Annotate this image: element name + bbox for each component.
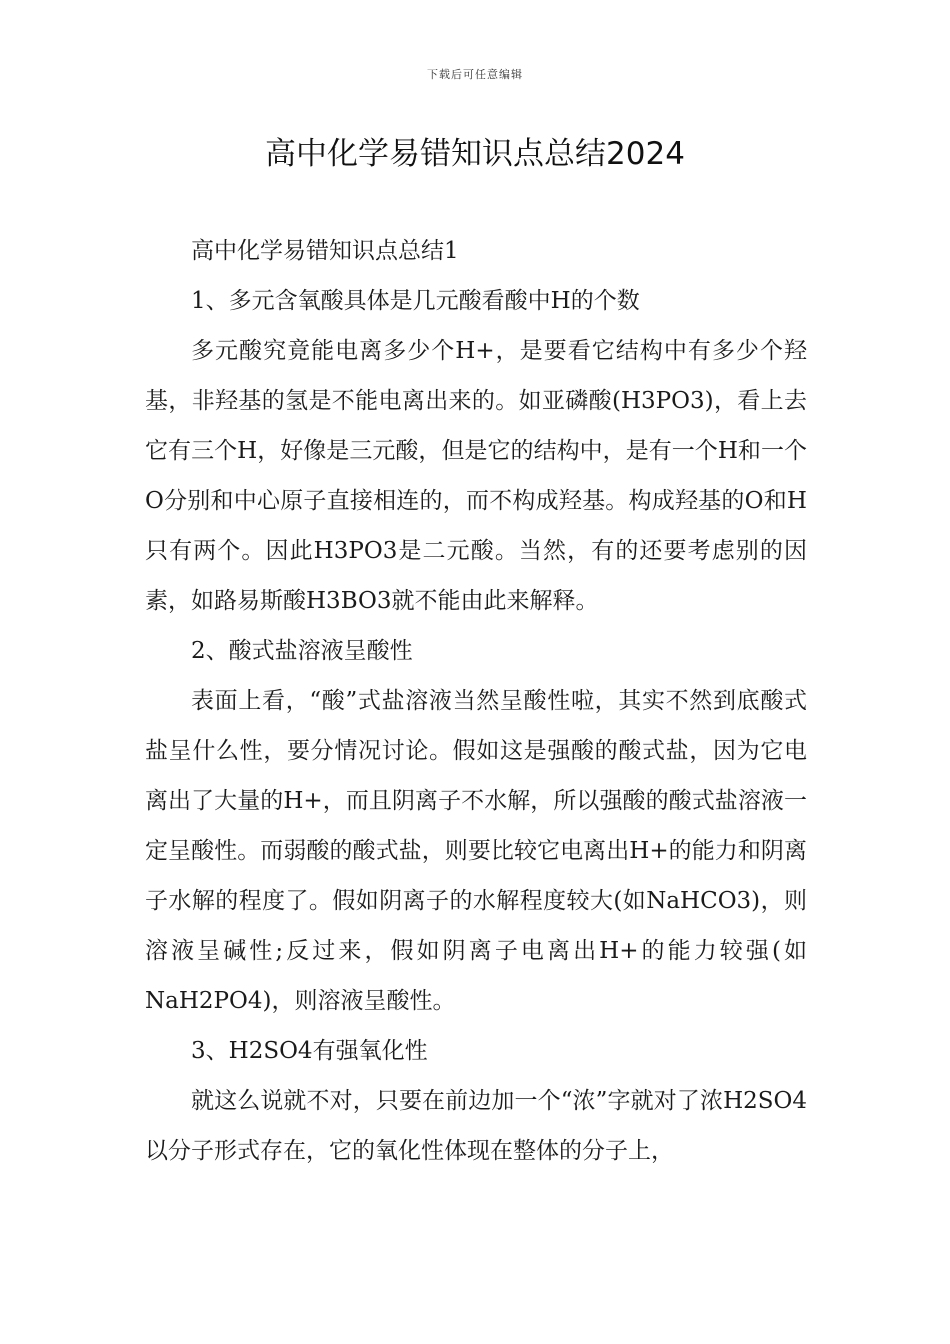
header-note: 下载后可任意编辑 [427,68,523,81]
paragraph-1: 多元酸究竟能电离多少个H+，是要看它结构中有多少个羟基，非羟基的氢是不能电离出来的。如亚磷酸(H3PO3)，看上去它有三个H，好像是三元酸，但是它的结构中，是有一个H和一个O分别和中心原子直接相连的，而不构成羟基。构成羟基的O和H只有两个。因此H3PO3是二元酸。当然，有的还要考虑别的因素，如路易斯酸H3BO3就不能由此来解释。 [145,338,807,614]
point-heading-2: 2、酸式盐溶液呈酸性 [191,638,413,664]
point-heading-1: 1、多元含氧酸具体是几元酸看酸中H的个数 [191,288,640,314]
document-body [145,226,807,1176]
document-title: 高中化学易错知识点总结2024 [265,136,685,172]
point-heading-3: 3、H2SO4有强氧化性 [191,1038,428,1064]
paragraph-3: 就这么说就不对，只要在前边加一个“浓”字就对了浓H2SO4以分子形式存在，它的氧化性体现在整体的分子上， [145,1088,807,1164]
section-heading: 高中化学易错知识点总结1 [191,238,459,264]
paragraph-2: 表面上看，“酸”式盐溶液当然呈酸性啦，其实不然到底酸式盐呈什么性，要分情况讨论。假如这是强酸的酸式盐，因为它电离出了大量的H+，而且阴离子不水解，所以强酸的酸式盐溶液一定呈酸性。而弱酸的酸式盐，则要比较它电离出H+的能力和阴离子水解的程度了。假如阴离子的水解程度较大(如NaHCO3)，则溶液呈碱性;反过来，假如阴离子电离出H+的能力较强(如NaH2PO4)，则溶液呈酸性。 [145,688,807,1014]
